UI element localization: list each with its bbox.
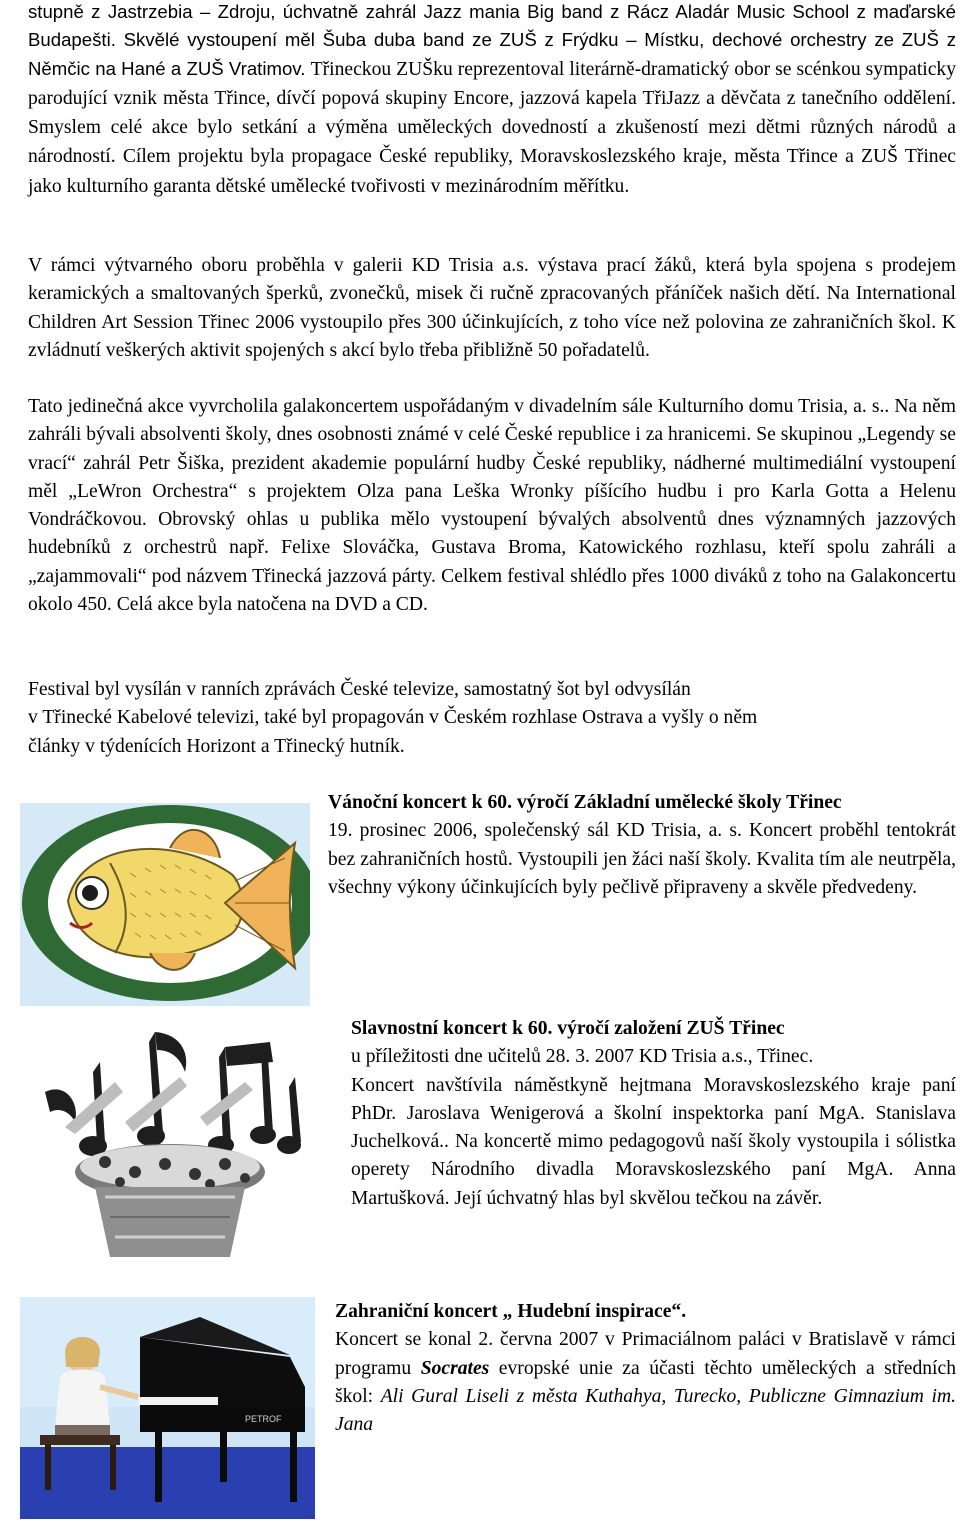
christmas-concert-title: Vánoční koncert k 60. výročí Základní umělecké školy Třinec — [328, 792, 842, 813]
partner-schools: Ali Gural Liseli z města Kuthahya, Turecko, Publiczne Gimnazium im. Jana — [335, 1385, 957, 1436]
paragraph-festival-zus-text: Třineckou ZUŠku reprezentoval literárně-dramatický obor se scénkou sympaticky parodující vznik města Třince, dívčí popová skupiny Encore, jazzová kapela TřiJazz a děvčata z tanečního oddělení. Smyslem celé akce bylo setkání a výměna uměleckých dovedností a zkušeností mezi dětmi různých národů a národností. Cílem projektu byla propagace České republiky, Moravskoslezského kraje, města Třince a ZUŠ Třinec jako kulturního garanta dětské umělecké tvořivosti v mezinárodním měřítku. — [28, 58, 956, 197]
media-line-2: v Třinecké Kabelové televizi, také byl propagován v Českém rozhlase Ostrava a vyšly o něm — [28, 707, 758, 729]
paragraph-festival-bands-text: stupně z Jastrzebia – Zdroju, úchvatně zahrál Jazz mania Big band z Rácz Aladár Music School z maďarské Budapešti. Skvělé vystoupení měl Šuba duba band ze ZUŠ z Frýdku – Místku, dechové orchestry ze ZUŠ z Němčic na Hané a ZUŠ Vratimov. — [28, 1, 956, 79]
piano-brand-label: PETROF — [245, 1414, 282, 1424]
notes-image — [5, 1022, 330, 1270]
section-foreign-concert — [335, 1298, 956, 1439]
anniversary-concert-title: Slavnostní koncert k 60. výročí založení ZUŠ Třinec — [351, 1018, 785, 1039]
paragraph-media-coverage — [28, 676, 956, 761]
christmas-concert-body: 19. prosinec 2006, společenský sál KD Trisia, a. s. Koncert proběhl tentokrát bez zahraničních hostů. Vystoupili jen žáci naší školy. Kvalita tím ale neutrpěla, všechny výkony účinkujících byly pečlivě připraveny a skvěle předvedeny. — [328, 820, 956, 898]
foreign-concert-body-a: Koncert se konal 2. června 2007 v Primaciálnom paláci v Bratislavě v rámci programu — [335, 1329, 956, 1379]
paragraph-gala-concert: Tato jedinečná akce vyvrcholila galakoncertem uspořádaným v divadelním sále Kulturního domu Trisia, a. s.. Na něm zahráli bývali absolventi školy, dnes osobnosti známé v celé České republice i za hranicemi. Se skupinou „Legendy se vrací“ zahrál Petr Šiška, prezident akademie populární hudby České republiky, nádherné multimediální vystoupení měl „LeWron Orchestra“ s projektem Olza pana Leška Wronky píšícího hudbu i pro Karla Gotta a Helenu Vondráčkovou. Obrovský ohlas u publika mělo vystoupení bývalých absolventů dnes významných jazzových hudebníků z orchestrů např. Felixe Slováčka, Gustava Broma, Katowického rozhlasu, kteří spolu zahráli a „zajammovali“ pod názvem Třinecká jazzová párty. Celkem festival shlédlo přes 1000 diváků z toho na Galakoncertu okolo 450. Celá akce byla natočena na DVD a CD. — [28, 396, 956, 616]
paragraph-festival-bands — [28, 0, 956, 201]
piano-photo — [20, 1297, 315, 1519]
music-notes-sculpture — [5, 1022, 330, 1270]
section-christmas-concert — [328, 789, 956, 902]
foreign-concert-body-b: evropské unie za účasti těchto uměleckých a středních škol: — [335, 1357, 956, 1407]
media-line-1: Festival byl vysílán v ranních zprávách České televize, samostatný šot byl odvysílán — [28, 679, 691, 700]
anniversary-concert-date: u příležitosti dne učitelů 28. 3. 2007 KD Trisia a.s., Třinec. — [351, 1046, 814, 1068]
program-name: Socrates — [420, 1357, 490, 1379]
media-line-3: články v týdenících Horizont a Třinecký hutník. — [28, 735, 405, 757]
anniversary-concert-body: Koncert navštívila náměstkyně hejtmana Moravskoslezského kraje paní PhDr. Jaroslava Wenigerová a školní inspektorka paní MgA. Stanislava Juchelková.. Na koncertě mimo pedagogovů naší školy vystoupila i sólistka operety Národního divadla Moravskoslezského paní MgA. Anna Martušková. Její úchvatný hlas byl skvělou tečkou na závěr. — [351, 1074, 956, 1209]
paragraph-art-exhibition: V rámci výtvarného oboru proběhla v galerii KD Trisia a.s. výstava prací žáků, která byla spojena s prodejem keramických a smaltovaných šperků, zvonečků, misek či ručně zpracovaných přáníček našich dětí. Na International Children Art Session Třinec 2006 vystoupilo přes 300 účinkujících, z toho více než polovina ze zahraničních škol. K zvládnutí veškerých aktivit spojených s akcí bylo třeba přibližně 50 pořadatelů. — [28, 255, 956, 361]
fish-drawing — [20, 803, 310, 1006]
fish-image — [20, 803, 310, 1006]
section-anniversary-concert — [351, 1015, 956, 1213]
piano-image — [20, 1297, 315, 1519]
foreign-concert-title: Zahraniční koncert „ Hudební inspirace“. — [335, 1301, 687, 1322]
